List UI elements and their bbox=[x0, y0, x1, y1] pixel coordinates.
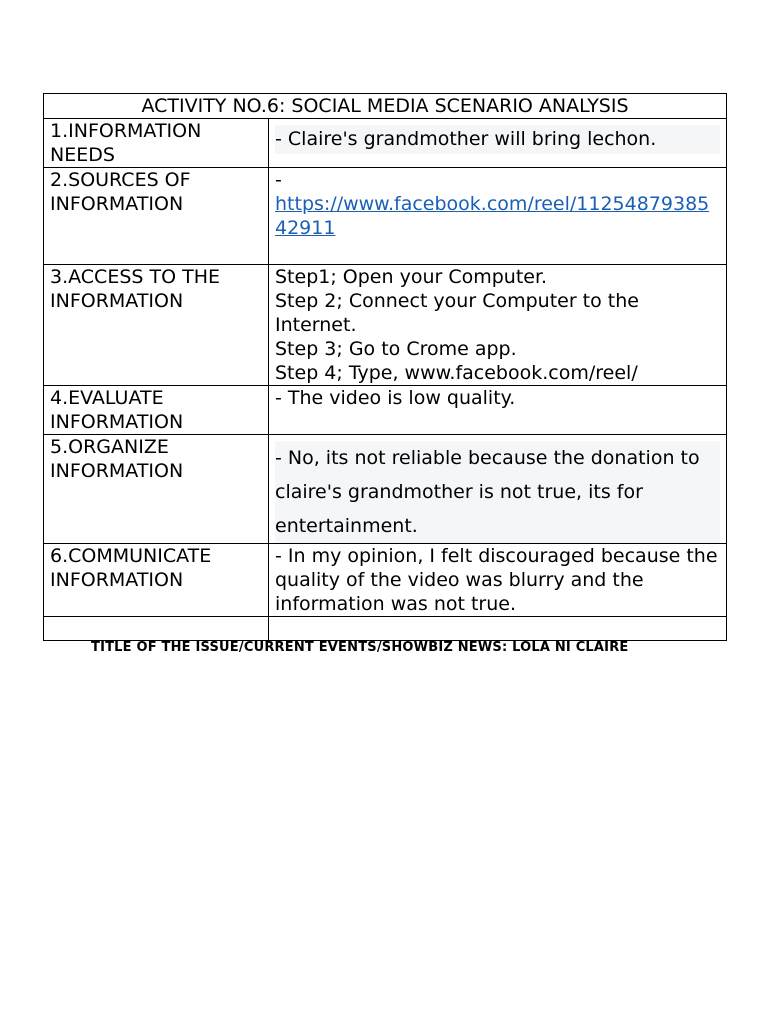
row-label-line: 3.ACCESS TO THE bbox=[50, 266, 220, 288]
evaluate-text: - The video is low quality. bbox=[275, 387, 516, 409]
table-row bbox=[44, 435, 727, 544]
row-label-evaluate bbox=[44, 386, 269, 435]
empty-cell bbox=[44, 617, 269, 641]
row-label-access bbox=[44, 265, 269, 386]
row-label-line: 1.INFORMATION bbox=[50, 120, 202, 142]
activity-title: ACTIVITY NO.6: SOCIAL MEDIA SCENARIO ANALYSIS bbox=[44, 94, 727, 119]
table-row bbox=[44, 544, 727, 617]
table-row bbox=[44, 168, 727, 265]
row-content-organize bbox=[269, 435, 727, 544]
row-content-access bbox=[269, 265, 727, 386]
issue-title: TITLE OF THE ISSUE/CURRENT EVENTS/SHOWBIZ NEWS: LOLA NI CLAIRE bbox=[91, 640, 629, 655]
row-label-communicate bbox=[44, 544, 269, 617]
organize-text: - No, its not reliable because the donation to claire's grandmother is not true, its for entertainment. bbox=[275, 441, 720, 543]
row-label-organize bbox=[44, 435, 269, 544]
access-step-3: Step 3; Go to Crome app. bbox=[275, 338, 517, 360]
row-label-line: 5.ORGANIZE bbox=[50, 436, 169, 458]
table-row bbox=[44, 386, 727, 435]
access-step-4: Step 4; Type, www.facebook.com/reel/ bbox=[275, 362, 638, 384]
row-label-line: INFORMATION bbox=[50, 411, 184, 433]
row-label-line: INFORMATION bbox=[50, 193, 184, 215]
row-label-line: INFORMATION bbox=[50, 569, 184, 591]
row-content-communicate bbox=[269, 544, 727, 617]
information-needs-text: - Claire's grandmother will bring lechon. bbox=[275, 125, 720, 154]
row-label-line: 6.COMMUNICATE bbox=[50, 545, 212, 567]
table-row bbox=[44, 119, 727, 168]
row-content-sources bbox=[269, 168, 727, 265]
row-content-evaluate bbox=[269, 386, 727, 435]
table-row-empty bbox=[44, 617, 727, 641]
facebook-reel-link[interactable]: https://www.facebook.com/reel/1125487938542911 bbox=[275, 193, 710, 239]
row-label-line: NEEDS bbox=[50, 144, 115, 166]
table-row bbox=[44, 265, 727, 386]
access-step-1: Step1; Open your Computer. bbox=[275, 266, 548, 288]
row-label-line: INFORMATION bbox=[50, 290, 184, 312]
row-content-information-needs bbox=[269, 119, 727, 168]
row-label-line: 2.SOURCES OF bbox=[50, 169, 191, 191]
row-label-information-needs bbox=[44, 119, 269, 168]
access-step-2: Step 2; Connect your Computer to the Internet. bbox=[275, 290, 639, 336]
table-title-row bbox=[44, 94, 727, 119]
row-label-line: INFORMATION bbox=[50, 460, 184, 482]
source-dash: - bbox=[275, 169, 282, 191]
row-label-line: 4.EVALUATE bbox=[50, 387, 164, 409]
row-label-sources bbox=[44, 168, 269, 265]
communicate-text: - In my opinion, I felt discouraged because the quality of the video was blurry and the information was not true. bbox=[275, 545, 718, 615]
empty-cell bbox=[269, 617, 727, 641]
activity-table bbox=[43, 93, 727, 641]
